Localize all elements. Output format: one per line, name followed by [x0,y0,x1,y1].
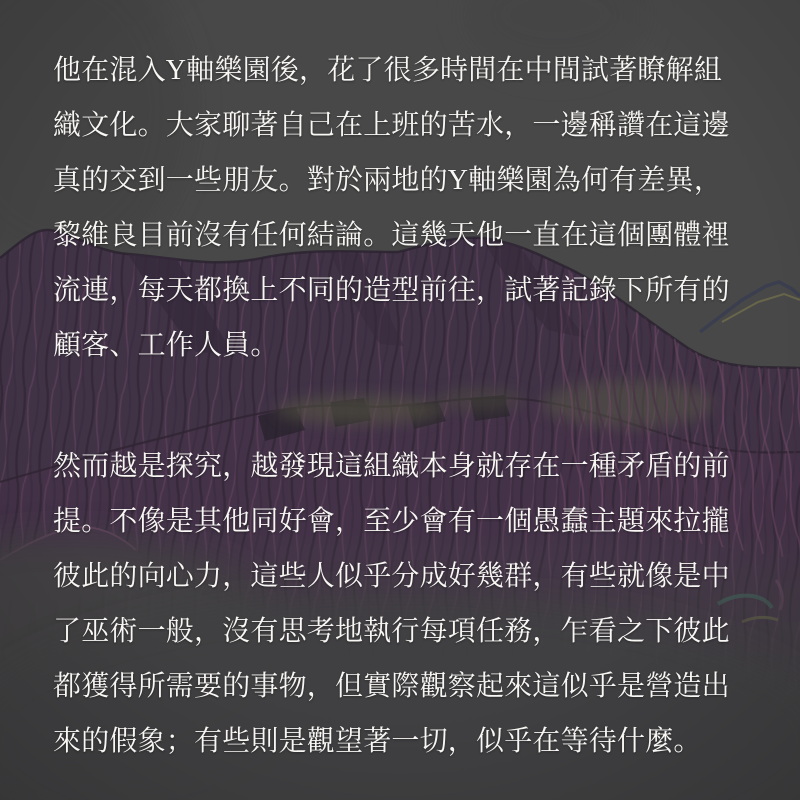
story-line: 織文化。大家聊著自己在上班的苦水，一邊稱讚在這邊 [53,110,730,141]
story-line: 提。不像是其他同好會，至少會有一個愚蠢主題來拉攏 [53,506,730,537]
story-line: 來的假象；有些則是觀望著一切，似乎在等待什麼。 [53,726,702,757]
story-line: 彼此的向心力，這些人似乎分成好幾群，有些就像是中 [53,561,730,592]
story-line: 他在混入Y軸樂園後，花了很多時間在中間試著瞭解組 [53,55,723,86]
story-line: 真的交到一些朋友。對於兩地的Y軸樂園為何有差異， [53,165,723,196]
story-line: 然而越是探究，越發現這組織本身就存在一種矛盾的前 [53,451,730,482]
story-line: 了巫術一般，沒有思考地執行每項任務，乍看之下彼此 [53,616,730,647]
story-line: 流連，每天都換上不同的造型前往，試著記錄下所有的 [53,275,730,306]
story-text-block [53,43,768,769]
story-paragraph-2 [53,439,768,769]
story-line: 黎維良目前沒有任何結論。這幾天他一直在這個團體裡 [53,220,730,251]
story-line: 顧客、工作人員。 [53,330,279,361]
story-paragraph-1 [53,43,768,373]
story-line: 都獲得所需要的事物，但實際觀察起來這似乎是營造出 [53,671,730,702]
